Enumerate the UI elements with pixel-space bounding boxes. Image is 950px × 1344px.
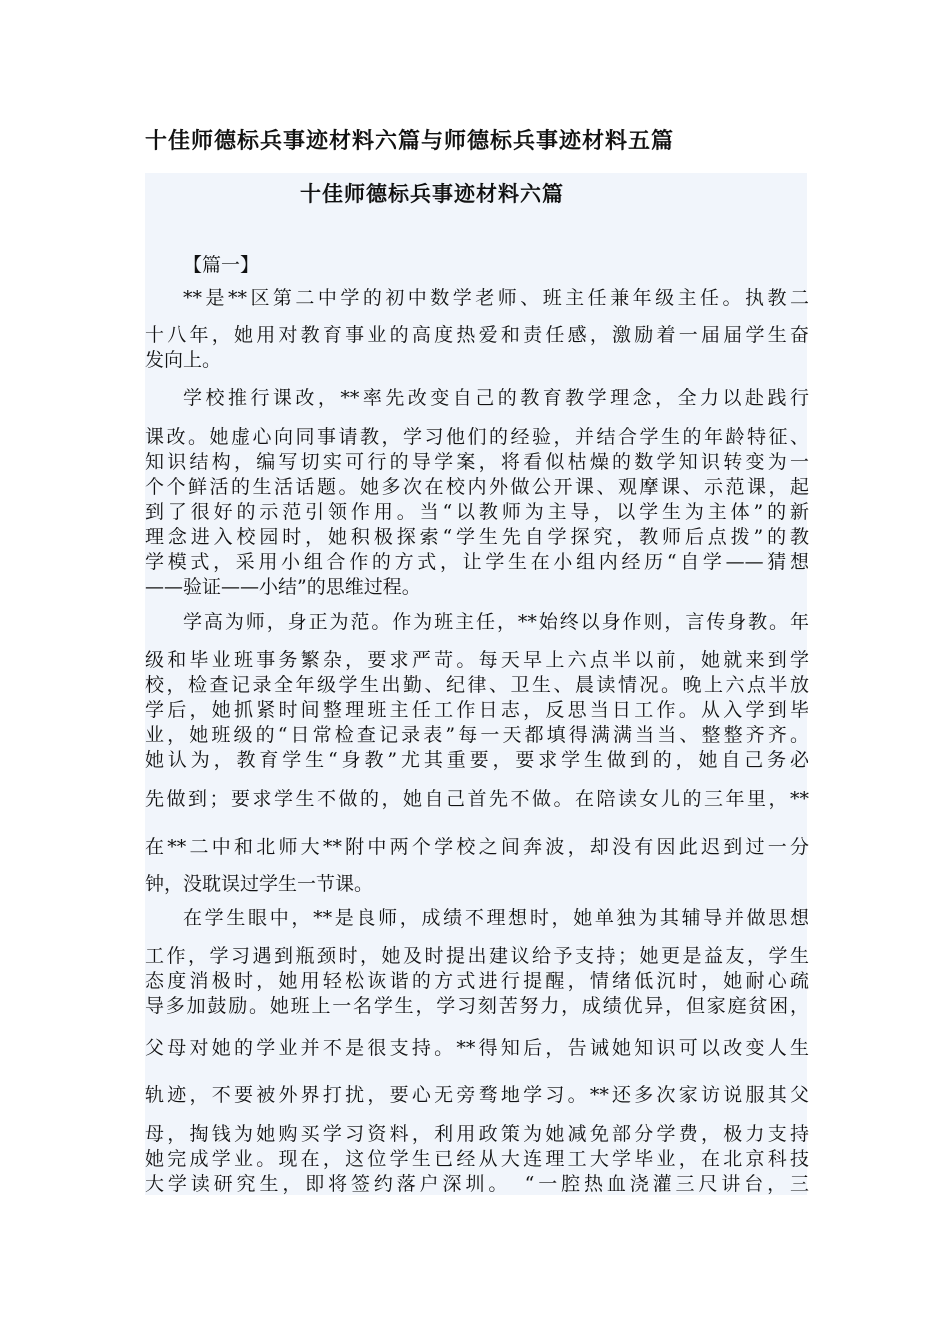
text-line: 在学生眼中，**是良师，成绩不理想时，她单独为其辅导并做思想 <box>183 907 809 929</box>
text-line: 钟，没耽误过学生一节课。 <box>145 873 374 895</box>
text-line: 十八年，她用对教育事业的高度热爱和责任感，激励着一届届学生奋 <box>145 324 809 346</box>
text-line: 学后，她抓紧时间整理班主任工作日志，反思当日工作。从入学到毕 <box>145 699 809 721</box>
text-line: 导多加鼓励。她班上一名学生，学习刻苦努力，成绩优异，但家庭贫困， <box>145 995 809 1017</box>
text-line: ——验证——小结”的思维过程。 <box>145 576 421 598</box>
section-label: 【篇一】 <box>183 254 260 276</box>
text-line: 轨迹，不要被外界打扰，要心无旁骛地学习。**还多次家访说服其父 <box>145 1084 809 1106</box>
text-line: 校，检查记录全年级学生出勤、纪律、卫生、晨读情况。晚上六点半放 <box>145 674 809 696</box>
text-line: 业，她班级的“日常检查记录表”每一天都填得满满当当、整整齐齐。 <box>145 724 809 746</box>
text-line: 大学读研究生，即将签约落户深圳。 “一腔热血浇灌三尺讲台，三 <box>145 1173 809 1195</box>
text-line: 母，掏钱为她购买学习资料，利用政策为她减免部分学费，极力支持 <box>145 1123 809 1145</box>
text-line: 学高为师，身正为范。作为班主任，**始终以身作则，言传身教。年 <box>183 611 809 633</box>
document-subtitle: 十佳师德标兵事迹材料六篇 <box>300 181 564 206</box>
text-line: 学模式，采用小组合作的方式，让学生在小组内经历“自学——猜想 <box>145 551 809 573</box>
text-line: 她认为，教育学生“身教”尤其重要，要求学生做到的，她自己务必 <box>145 749 809 771</box>
text-line: 级和毕业班事务繁杂，要求严苛。每天早上六点半以前，她就来到学 <box>145 649 809 671</box>
text-line: 学校推行课改，**率先改变自己的教育教学理念，全力以赴践行 <box>183 387 809 409</box>
text-line: 态度消极时，她用轻松诙谐的方式进行提醒，情绪低沉时，她耐心疏 <box>145 970 809 992</box>
text-line: 发向上。 <box>145 349 222 371</box>
text-line: 个个鲜活的生活话题。她多次在校内外做公开课、观摩课、示范课，起 <box>145 476 809 498</box>
text-line: 父母对她的学业并不是很支持。**得知后，告诫她知识可以改变人生 <box>145 1037 809 1059</box>
text-line: 理念进入校园时，她积极探索“学生先自学探究，教师后点拨”的教 <box>145 526 809 548</box>
text-line: 到了很好的示范引领作用。当“以教师为主导，以学生为主体”的新 <box>145 501 809 523</box>
text-line: 她完成学业。现在，这位学生已经从大连理工大学毕业，在北京科技 <box>145 1148 809 1170</box>
text-line: 知识结构，编写切实可行的导学案，将看似枯燥的数学知识转变为一 <box>145 451 809 473</box>
text-line: 先做到；要求学生不做的，她自己首先不做。在陪读女儿的三年里，** <box>145 788 809 810</box>
text-line: 课改。她虚心向同事请教，学习他们的经验，并结合学生的年龄特征、 <box>145 426 809 448</box>
text-line: 工作，学习遇到瓶颈时，她及时提出建议给予支持；她更是益友，学生 <box>145 945 809 967</box>
text-line: 在**二中和北师大**附中两个学校之间奔波，却没有因此迟到过一分 <box>145 836 809 858</box>
text-line: **是**区第二中学的初中数学老师、班主任兼年级主任。执教二 <box>183 287 809 309</box>
document-title: 十佳师德标兵事迹材料六篇与师德标兵事迹材料五篇 <box>145 128 675 154</box>
